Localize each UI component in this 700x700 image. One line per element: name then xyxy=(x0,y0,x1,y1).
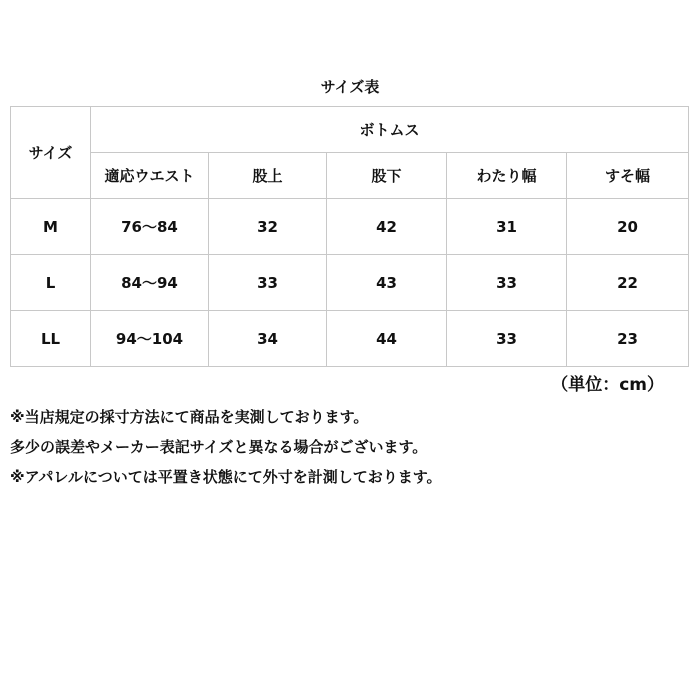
note-line: 多少の誤差やメーカー表記サイズと異なる場合がございます。 xyxy=(10,438,428,456)
size-label-cell: LL xyxy=(11,311,91,367)
group-header-cell: ボトムス xyxy=(91,107,689,153)
unit-label: （単位：cm） xyxy=(551,375,664,395)
table-cell: 94～104 xyxy=(91,311,209,367)
column-header-rise: 股上 xyxy=(209,153,327,199)
table-row xyxy=(11,199,689,255)
size-label-cell: L xyxy=(11,255,91,311)
column-header-inseam: 股下 xyxy=(327,153,447,199)
table-cell: 44 xyxy=(327,311,447,367)
table-cell: 32 xyxy=(209,199,327,255)
table-row xyxy=(11,311,689,367)
table-cell: 33 xyxy=(447,255,567,311)
table-cell: 84～94 xyxy=(91,255,209,311)
table-cell: 23 xyxy=(567,311,689,367)
size-header-cell: サイズ xyxy=(11,107,91,199)
table-cell: 33 xyxy=(447,311,567,367)
table-header-row xyxy=(11,107,689,153)
table-row xyxy=(11,255,689,311)
table-cell: 31 xyxy=(447,199,567,255)
table-cell: 33 xyxy=(209,255,327,311)
size-table xyxy=(10,106,689,367)
note-line: ※アパレルについては平置き状態にて外寸を計測しております。 xyxy=(10,468,442,486)
table-cell: 43 xyxy=(327,255,447,311)
notes-block xyxy=(10,402,442,492)
table-cell: 20 xyxy=(567,199,689,255)
table-cell: 42 xyxy=(327,199,447,255)
page-title: サイズ表 xyxy=(320,78,380,96)
column-header-row xyxy=(11,153,689,199)
column-header-waist: 適応ウエスト xyxy=(91,153,209,199)
table-cell: 76～84 xyxy=(91,199,209,255)
column-header-hem: すそ幅 xyxy=(567,153,689,199)
size-label-cell: M xyxy=(11,199,91,255)
table-cell: 22 xyxy=(567,255,689,311)
column-header-thigh: わたり幅 xyxy=(447,153,567,199)
note-line: ※当店規定の採寸方法にて商品を実測しております。 xyxy=(10,408,369,426)
table-cell: 34 xyxy=(209,311,327,367)
